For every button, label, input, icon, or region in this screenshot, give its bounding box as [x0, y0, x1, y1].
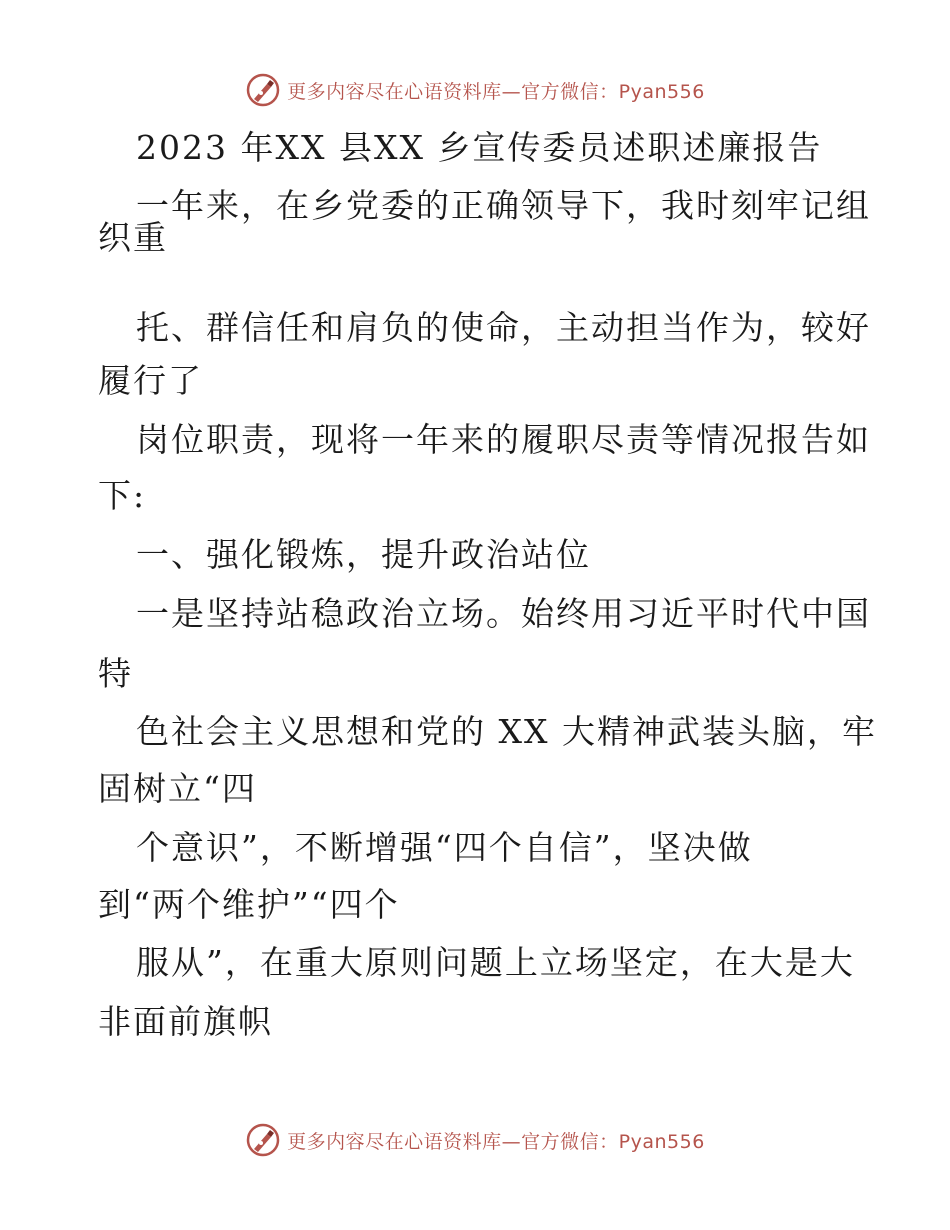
- pen-logo-icon: [245, 1122, 281, 1158]
- paragraph-line: 下:: [98, 476, 147, 515]
- paragraph-line: 到“两个维护”“四个: [98, 885, 400, 924]
- watermark-banner-top: [0, 70, 950, 110]
- paragraph-line: 色社会主义思想和党的 XX 大精神武装头脑，牢: [136, 712, 877, 751]
- paragraph-line: 固树立“四: [98, 769, 257, 808]
- paragraph-line: 托、群信任和肩负的使命，主动担当作为，较好: [136, 308, 871, 347]
- section-heading: 一、强化锻炼，提升政治站位: [136, 535, 591, 574]
- paragraph-line: 一是坚持站稳政治立场。始终用习近平时代中国: [136, 594, 871, 633]
- paragraph-line: 非面前旗帜: [98, 1002, 273, 1041]
- paragraph-line: 履行了: [98, 361, 203, 400]
- paragraph-line: 服从”，在重大原则问题上立场坚定，在大是大: [136, 943, 855, 982]
- watermark-text: 更多内容尽在心语资料库—官方微信：Pyan556: [287, 80, 705, 103]
- paragraph-line: 岗位职责，现将一年来的履职尽责等情况报告如: [136, 420, 871, 459]
- document-title: 2023 年XX 县XX 乡宣传委员述职述廉报告: [136, 128, 823, 167]
- paragraph-line: 特: [98, 654, 133, 693]
- paragraph-line: 个意识”，不断增强“四个自信”，坚决做: [136, 828, 753, 867]
- watermark-banner-bottom: [0, 1120, 950, 1160]
- paragraph-line: 织重: [98, 218, 168, 257]
- paragraph-line: 一年来，在乡党委的正确领导下，我时刻牢记组: [136, 186, 871, 225]
- watermark-text: 更多内容尽在心语资料库—官方微信：Pyan556: [287, 1130, 705, 1153]
- pen-logo-icon: [245, 72, 281, 108]
